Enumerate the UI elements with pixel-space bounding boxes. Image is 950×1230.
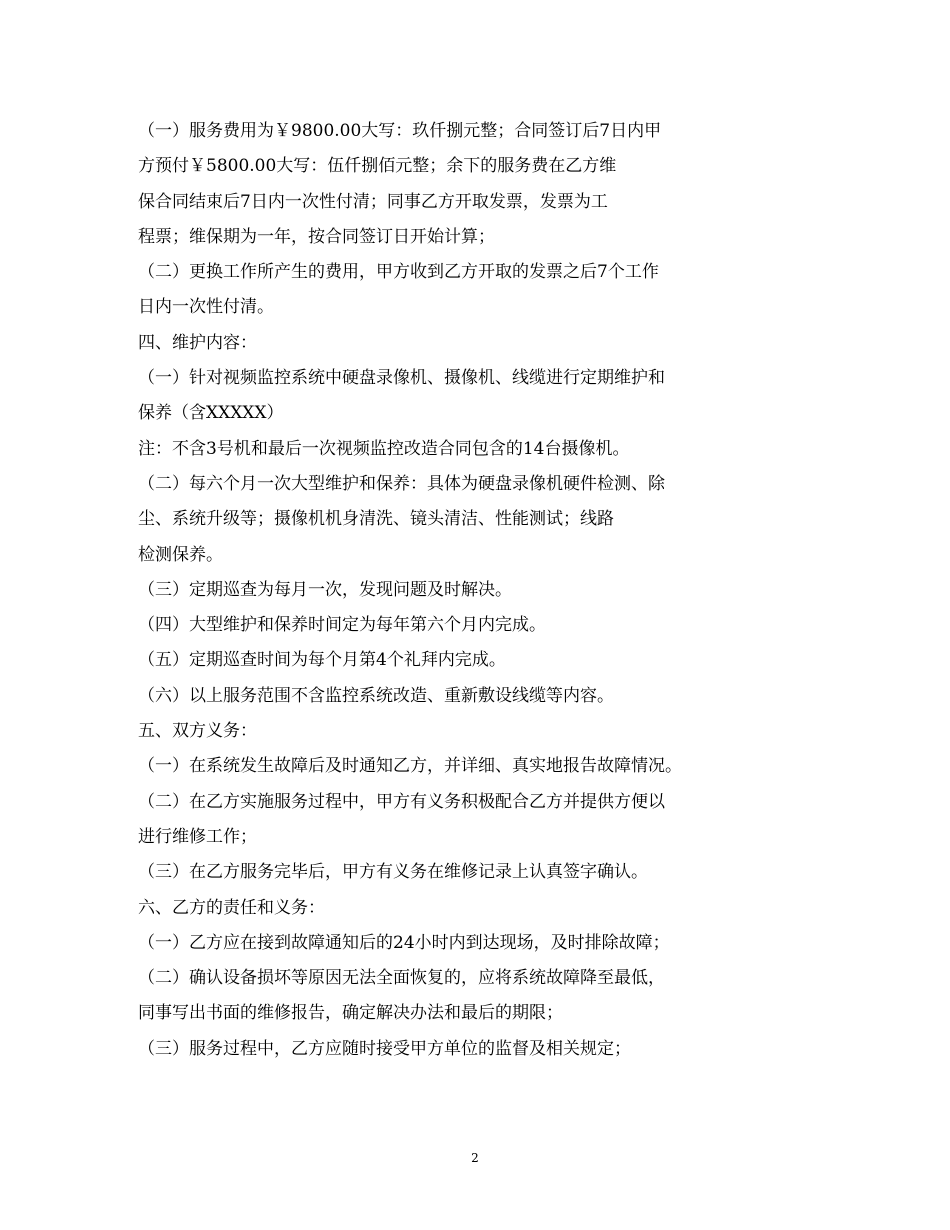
text-line: 尘、系统升级等；摄像机机身清洗、镜头清洁、性能测试；线路 (138, 509, 614, 530)
section-heading: 四、维护内容： (138, 332, 257, 353)
text-line: （二）更换工作所产生的费用，甲方收到乙方开取的发票之后7个工作 (138, 262, 659, 283)
text-line: 同事写出书面的维修报告，确定解决办法和最后的期限； (138, 1003, 563, 1024)
text-line: （一）服务费用为￥9800.00大写：玖仟捌元整；合同签订后7日内甲 (138, 121, 662, 141)
document-body (138, 114, 738, 1067)
text-line: （二）确认设备损坏等原因无法全面恢复的，应将系统故障降至最低， (138, 968, 665, 989)
text-line: （一）针对视频监控系统中硬盘录像机、摄像机、线缆进行定期维护和 (138, 368, 665, 389)
text-line: （一）乙方应在接到故障通知后的24小时内到达现场，及时排除故障； (138, 932, 670, 953)
text-line: （一）在系统发生故障后及时通知乙方，并详细、真实地报告故障情况。 (138, 756, 682, 777)
page-number: 2 (471, 1151, 479, 1165)
note-line: 注：不含3号机和最后一次视频监控改造合同包含的14台摄像机。 (138, 438, 630, 459)
text-line: 程票；维保期为一年，按合同签订日开始计算； (138, 226, 495, 247)
text-line: （六）以上服务范围不含监控系统改造、重新敷设线缆等内容。 (138, 685, 614, 706)
text-line: 日内一次性付清。 (138, 297, 274, 318)
text-line: （三）服务过程中，乙方应随时接受甲方单位的监督及相关规定； (138, 1038, 631, 1059)
text-line: （二）在乙方实施服务过程中，甲方有义务积极配合乙方并提供方便以 (138, 791, 665, 812)
text-line: 方预付￥5800.00大写：伍仟捌佰元整；余下的服务费在乙方维 (138, 156, 617, 177)
text-line: （三）在乙方服务完毕后，甲方有义务在维修记录上认真签字确认。 (138, 862, 648, 883)
text-line: （五）定期巡查时间为每个月第4个礼拜内完成。 (138, 650, 506, 671)
section-heading: 五、双方义务： (138, 721, 257, 742)
text-line: 保合同结束后7日内一次性付清；同事乙方开取发票，发票为工 (138, 191, 608, 212)
text-line: （二）每六个月一次大型维护和保养：具体为硬盘录像机硬件检测、除 (138, 473, 665, 494)
section-heading: 六、乙方的责任和义务： (138, 897, 325, 918)
text-line: 检测保养。 (138, 544, 223, 565)
text-line: 进行维修工作； (138, 826, 257, 847)
text-line: （三）定期巡查为每月一次，发现问题及时解决。 (138, 579, 512, 600)
text-line: （四）大型维护和保养时间定为每年第六个月内完成。 (138, 615, 546, 636)
text-line: 保养（含XXXXX） (138, 403, 284, 424)
